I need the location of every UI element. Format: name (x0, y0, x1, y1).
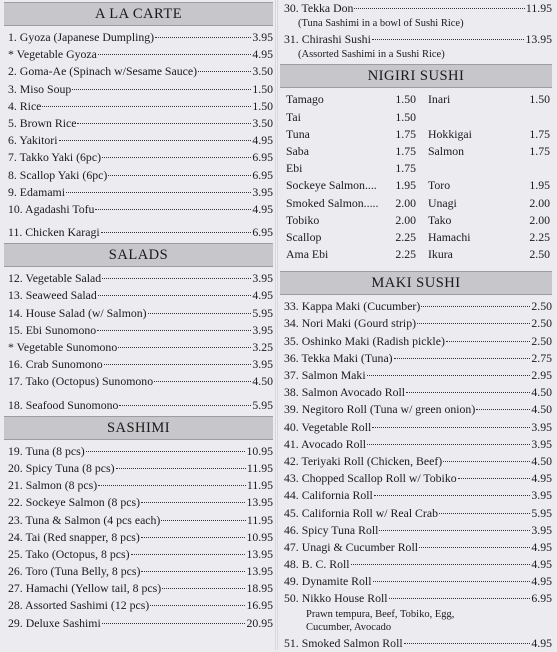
menu-item: * Vegetable Sunomono 3.25 (8, 340, 273, 354)
menu-item: 26. Toro (Tuna Belly, 8 pcs) 13.95 (8, 564, 273, 579)
menu-item: 3. Miso Soup 1.50 (8, 81, 273, 96)
nigiri-list (280, 91, 552, 263)
menu-item: 50. Nikko House Roll 6.95 (284, 591, 552, 606)
nigiri-item: Tako 2.00 (428, 212, 550, 227)
menu-item: 29. Deluxe Sashimi 20.95 (8, 615, 273, 630)
menu-item: 25. Tako (Octopus, 8 pcs) 13.95 (8, 546, 273, 561)
menu-item: 22. Sockeye Salmon (8 pcs) 13.95 (8, 495, 273, 510)
menu-item: 17. Tako (Octopus) Sunomono 4.50 (8, 374, 273, 389)
menu-item: * Vegetable Gyoza 4.95 (8, 47, 273, 62)
nigiri-item: Toro 1.95 (428, 178, 550, 193)
nigiri-item: Tuna 1.75 (286, 126, 416, 141)
item-note: Prawn tempura, Beef, Tobiko, Egg, (306, 608, 455, 620)
menu-item: 36. Tekka Maki (Tuna) 2.75 (284, 350, 552, 365)
left-column (4, 0, 273, 632)
nigiri-item: Sockeye Salmon.... 1.95 (286, 178, 416, 193)
menu-item: 45. California Roll w/ Real Crab 5.95 (284, 505, 552, 520)
nigiri-item: Ebi 1.75 (286, 161, 416, 176)
menu-item: 47. Unagi & Cucumber Roll 4.95 (284, 539, 552, 554)
nigiri-left-column (286, 91, 416, 263)
menu-item: 12. Vegetable Salad 3.95 (8, 271, 273, 286)
maki-sushi-header: MAKI SUSHI (280, 271, 552, 295)
sashimi-header: SASHIMI (4, 416, 273, 440)
menu-item: 20. Spicy Tuna (8 pcs) 11.95 (8, 460, 273, 475)
nigiri-item: Tobiko 2.00 (286, 212, 416, 227)
nigiri-item: Saba 1.75 (286, 143, 416, 158)
menu-item: 18. Seafood Sunomono 5.95 (8, 397, 273, 412)
menu-item: 39. Negitoro Roll (Tuna w/ green onion) 4.50 (284, 402, 552, 417)
menu-item: 10. Agadashi Tofu 4.95 (8, 201, 273, 216)
menu-item: 11. Chicken Karagi 6.95 (8, 225, 273, 240)
menu-item: 27. Hamachi (Yellow tail, 8 pcs) 18.95 (8, 581, 273, 596)
nigiri-item: Tamago 1.50 (286, 92, 416, 107)
menu-item: 28. Assorted Sashimi (12 pcs) 16.95 (8, 598, 273, 613)
menu-item: 24. Tai (Red snapper, 8 pcs) 10.95 (8, 529, 273, 544)
menu-item: 23. Tuna & Salmon (4 pcs each) 11.95 (8, 512, 273, 527)
menu-item: 19. Tuna (8 pcs) 10.95 (8, 443, 273, 458)
a-la-carte-list (4, 29, 273, 241)
nigiri-item: Inari 1.50 (428, 92, 550, 107)
menu-item: 2. Goma-Ae (Spinach w/Sesame Sauce) 3.50 (8, 64, 273, 79)
menu-item: 43. Chopped Scallop Roll w/ Tobiko 4.95 (284, 471, 552, 486)
menu-item: 31. Chirashi Sushi 13.95 (284, 32, 552, 47)
menu-item: 35. Oshinko Maki (Radish pickle) 2.50 (284, 333, 552, 348)
menu-item: 15. Ebi Sunomono 3.95 (8, 322, 273, 337)
nigiri-item: Salmon 1.75 (428, 143, 550, 158)
menu-item: 21. Salmon (8 pcs) 11.95 (8, 478, 273, 493)
salads-list (4, 270, 273, 414)
donburi-list (280, 0, 552, 62)
menu-item: 34. Nori Maki (Gourd strip) 2.50 (284, 316, 552, 331)
menu-item: 30. Tekka Don 11.95 (284, 1, 552, 15)
menu-item: 46. Spicy Tuna Roll 3.95 (284, 522, 552, 537)
menu-item: 1. Gyoza (Japanese Dumpling) 3.95 (8, 30, 273, 44)
menu-item: 40. Vegetable Roll 3.95 (284, 419, 552, 434)
menu-item: 14. House Salad (w/ Salmon) 5.95 (8, 305, 273, 320)
menu-item: 4. Rice 1.50 (8, 98, 273, 113)
nigiri-item: Ikura 2.50 (428, 247, 550, 262)
menu-item: 5. Brown Rice 3.50 (8, 115, 273, 130)
menu-item: 49. Dynamite Roll 4.95 (284, 574, 552, 589)
menu-item: 6. Yakitori 4.95 (8, 133, 273, 148)
menu-item: 8. Scallop Yaki (6pc) 6.95 (8, 167, 273, 182)
menu-item: 44. California Roll 3.95 (284, 488, 552, 503)
nigiri-item: Hamachi 2.25 (428, 229, 550, 244)
nigiri-item: Ama Ebi 2.25 (286, 247, 416, 262)
menu-item: 9. Edamami 3.95 (8, 184, 273, 199)
menu-item: 38. Salmon Avocado Roll 4.50 (284, 385, 552, 400)
salads-header: SALADS (4, 243, 273, 267)
nigiri-item: Hokkigai 1.75 (428, 126, 550, 141)
item-note: Cucumber, Avocado (306, 622, 392, 634)
a-la-carte-header: A LA CARTE (4, 2, 273, 26)
menu-item: 37. Salmon Maki 2.95 (284, 368, 552, 382)
menu-item: 51. Smoked Salmon Roll 4.95 (284, 635, 552, 650)
item-note: (Assorted Sashimi in a Sushi Rice) (298, 49, 445, 61)
menu-item: 16. Crab Sunomono 3.95 (8, 357, 273, 372)
menu-item: 42. Teriyaki Roll (Chicken, Beef) 4.50 (284, 453, 552, 468)
nigiri-item: Smoked Salmon..... 2.00 (286, 195, 416, 210)
nigiri-sushi-header: NIGIRI SUSHI (280, 64, 552, 88)
maki-list (280, 298, 552, 652)
sashimi-list (4, 443, 273, 632)
nigiri-item: Scallop 2.25 (286, 229, 416, 244)
menu-item: 33. Kappa Maki (Cucumber) 2.50 (284, 299, 552, 314)
item-note: (Tuna Sashimi in a bowl of Sushi Rice) (298, 18, 464, 30)
page-fold (275, 0, 278, 650)
nigiri-right-column (428, 91, 550, 263)
nigiri-item: Tai 1.50 (286, 109, 416, 124)
nigiri-item: Unagi 2.00 (428, 195, 550, 210)
menu-item: 13. Seaweed Salad 4.95 (8, 288, 273, 303)
menu-item: 7. Takko Yaki (6pc) 6.95 (8, 150, 273, 165)
menu-item: 48. B. C. Roll 4.95 (284, 557, 552, 572)
right-column (280, 0, 552, 652)
menu-item: 41. Avocado Roll 3.95 (284, 436, 552, 451)
